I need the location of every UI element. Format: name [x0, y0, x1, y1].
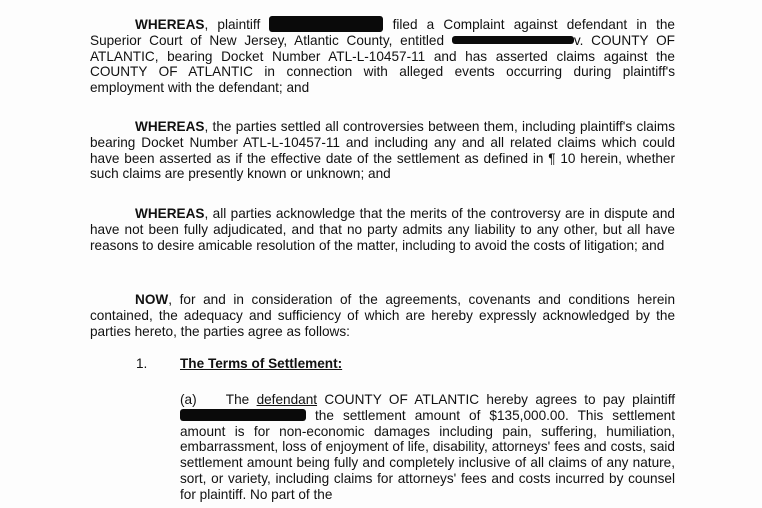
- p1-text-a: , plaintiff: [204, 17, 261, 32]
- whereas-lead: WHEREAS: [135, 206, 205, 221]
- sub-text-c: the settlement amount of $135,000.00. This settlement amount is for non-economic damages including pain, suffering, humiliation, embarrassment, loss of enjoyment of life, disability, attorneys' fees and costs, said settlement amount being fully and completely inclusive of all claims of any nature, sort, or variety, including claims for attorneys' fees and costs incurred by counsel for plaintiff. No part of the: [180, 407, 675, 502]
- subparagraph-label: (a): [180, 392, 197, 407]
- p4-text: , for and in consideration of the agreements, covenants and conditions herein contained, the adequacy and sufficiency of which are hereby expressly acknowledged by the parties hereto, the parties agree as follows:: [90, 292, 675, 339]
- p2-text: , the parties settled all controversies between them, including plaintiff's claims bearing Docket Number ATL-L-10457-11 and including any and all related claims which could have been asserted as if the effective date of the settlement as defined in ¶ 10 herein, whether such claims are presently known or unknown; and: [90, 119, 675, 182]
- section-number: 1.: [136, 356, 148, 371]
- whereas-lead: WHEREAS: [135, 17, 205, 32]
- whereas-lead: WHEREAS: [135, 119, 205, 134]
- sub-text-a: The: [225, 392, 250, 407]
- whereas-paragraph-1: [90, 16, 675, 96]
- sub-text-b: COUNTY OF ATLANTIC hereby agrees to pay plaintiff: [324, 392, 676, 407]
- redaction-case-title: [452, 36, 574, 44]
- whereas-paragraph-3: [90, 206, 675, 253]
- now-lead: NOW: [135, 292, 169, 307]
- now-paragraph: [90, 292, 675, 339]
- p1-text-b: filed a Complaint against defendant in the Superior Court of New Jersey, Atlantic County, entitled: [90, 17, 675, 48]
- redaction-plaintiff-name-2: [180, 409, 306, 421]
- section-title: The Terms of Settlement:: [180, 356, 343, 371]
- sub-text-underlined: defendant: [256, 392, 318, 407]
- subparagraph-a: [180, 392, 675, 503]
- whereas-paragraph-2: [90, 119, 675, 182]
- redaction-plaintiff-name: [269, 16, 383, 32]
- p3-text: , all parties acknowledge that the merits of the controversy are in dispute and have not been fully adjudicated, and that no party admits any liability to any other, but all have reasons to desire amicable resolution of the matter, including to avoid the costs of litigation; and: [90, 206, 675, 253]
- p1-text-c: v. COUNTY OF ATLANTIC, bearing Docket Number ATL-L-10457-11 and has asserted claims against the COUNTY OF ATLANTIC in connection with alleged events occurring during plaintiff's employment with the defendant; and: [90, 32, 675, 96]
